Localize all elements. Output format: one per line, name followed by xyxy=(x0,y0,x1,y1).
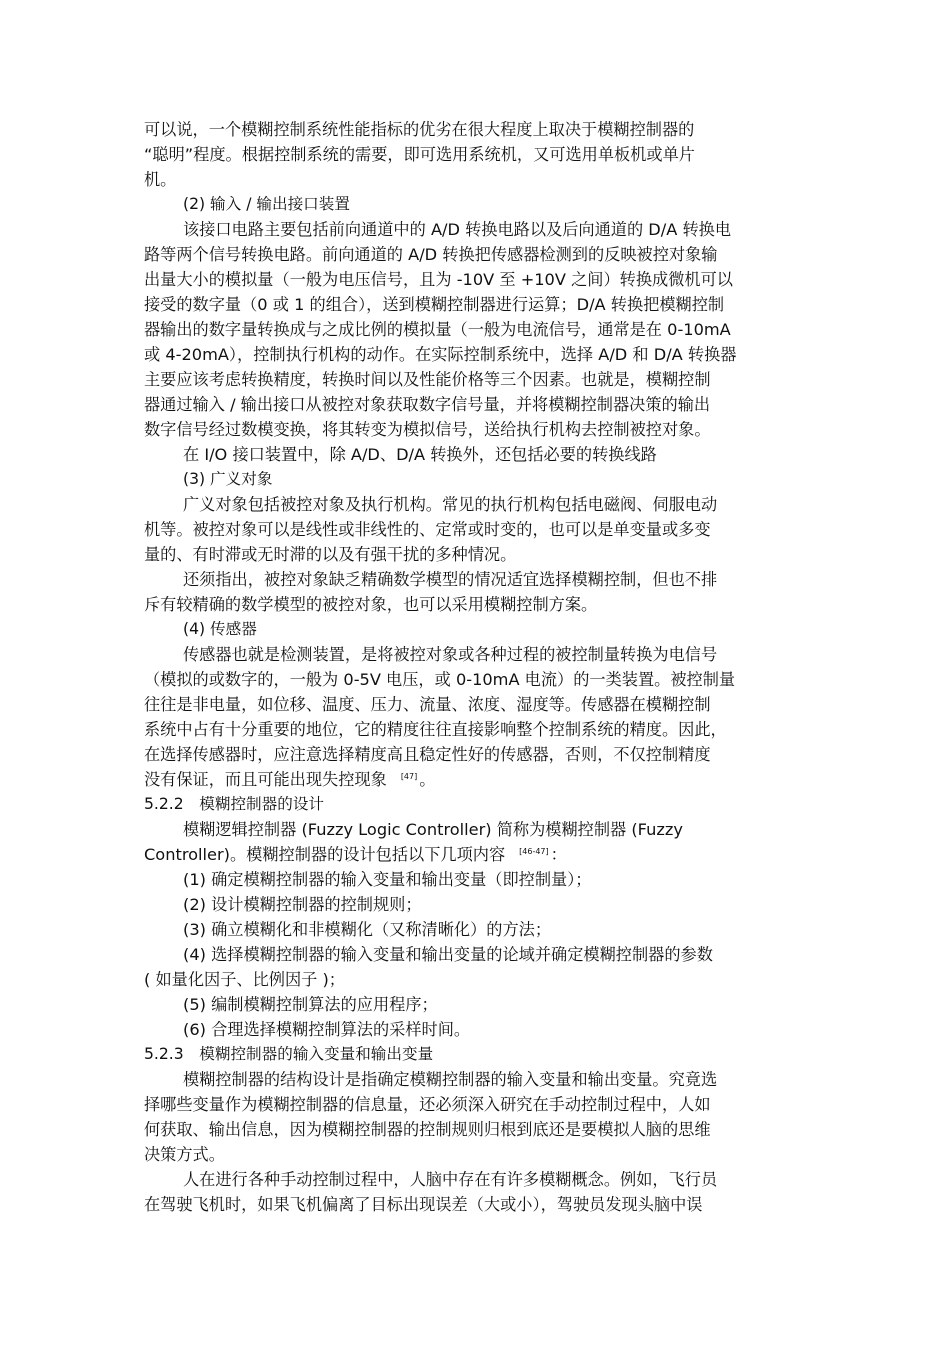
text-line: 器输出的数字量转换成与之成比例的模拟量（一般为电流信号，通常是在 0-10mA xyxy=(144,320,731,339)
text-line: 可以说，一个模糊控制系统性能指标的优劣在很大程度上取决于模糊控制器的 xyxy=(144,120,695,139)
text-line: 系统中占有十分重要的地位，它的精度往往直接影响整个控制系统的精度。因此， xyxy=(144,720,727,739)
text-content: 。 xyxy=(419,770,436,789)
text-line: 机等。被控对象可以是线性或非线性的、定常或时变的，也可以是单变量或多变 xyxy=(144,520,711,539)
text-line: 数字信号经过数模变换，将其转变为模拟信号，送给执行机构去控制被控对象。 xyxy=(144,420,711,439)
subsection-heading: (2) 输入 / 输出接口装置 xyxy=(183,195,350,213)
section-heading: 5.2.2 模糊控制器的设计 xyxy=(144,795,325,813)
list-item: (5) 编制模糊控制算法的应用程序； xyxy=(183,995,438,1014)
list-item: (6) 合理选择模糊控制算法的采样时间。 xyxy=(183,1020,471,1039)
subsection-heading: (3) 广义对象 xyxy=(183,470,273,488)
list-item: (4) 选择模糊控制器的输入变量和输出变量的论域并确定模糊控制器的参数 xyxy=(183,945,713,964)
text-line: 广义对象包括被控对象及执行机构。常见的执行机构包括电磁阀、伺服电动 xyxy=(183,495,718,514)
text-line: （模拟的或数字的，一般为 0-5V 电压，或 0-10mA 电流）的一类装置。被控制量 xyxy=(144,670,736,689)
text-line xyxy=(144,842,567,867)
text-line: 还须指出，被控对象缺乏精确数学模型的情况适宜选择模糊控制，但也不排 xyxy=(183,570,718,589)
text-line: 路等两个信号转换电路。前向通道的 A/D 转换把传感器检测到的反映被控对象输 xyxy=(144,245,718,264)
text-line: 接受的数字量（0 或 1 的组合），送到模糊控制器进行运算；D/A 转换把模糊控制 xyxy=(144,295,725,314)
text-line: 该接口电路主要包括前向通道中的 A/D 转换电路以及后向通道的 D/A 转换电 xyxy=(183,220,732,239)
text-content: ： xyxy=(550,845,567,864)
text-line: 决策方式。 xyxy=(144,1145,225,1164)
text-line: 在 I/O 接口装置中，除 A/D、D/A 转换外，还包括必要的转换线路 xyxy=(183,445,657,464)
text-line: 往往是非电量，如位移、温度、压力、流量、浓度、湿度等。传感器在模糊控制 xyxy=(144,695,711,714)
text-line: 人在进行各种手动控制过程中，人脑中存在有许多模糊概念。例如，飞行员 xyxy=(183,1170,718,1189)
list-item: (3) 确立模糊化和非模糊化（又称清晰化）的方法； xyxy=(183,920,552,939)
text-line: 何获取、输出信息，因为模糊控制器的控制规则归根到底还是要模拟人脑的思维 xyxy=(144,1120,711,1139)
subsection-heading: (4) 传感器 xyxy=(183,620,257,638)
section-heading: 5.2.3 模糊控制器的输入变量和输出变量 xyxy=(144,1045,434,1063)
text-content: Controller)。模糊控制器的设计包括以下几项内容 xyxy=(144,845,506,864)
list-item-continuation: ( 如量化因子、比例因子 )； xyxy=(144,970,345,989)
text-content: 没有保证，而且可能出现失控现象 xyxy=(144,770,387,789)
list-item: (2) 设计模糊控制器的控制规则； xyxy=(183,895,422,914)
text-line: 传感器也就是检测装置，是将被控对象或各种过程的被控制量转换为电信号 xyxy=(183,645,718,664)
text-line: 斥有较精确的数学模型的被控对象，也可以采用模糊控制方案。 xyxy=(144,595,598,614)
text-line: 模糊控制器的结构设计是指确定模糊控制器的输入变量和输出变量。究竟选 xyxy=(183,1070,718,1089)
text-line: 在选择传感器时，应注意选择精度高且稳定性好的传感器，否则，不仅控制精度 xyxy=(144,745,711,764)
text-line: 出量大小的模拟量（一般为电压信号，且为 -10V 至 +10V 之间）转换成微机可以 xyxy=(144,270,733,289)
text-line: 量的、有时滞或无时滞的以及有强干扰的多种情况。 xyxy=(144,545,517,564)
text-line: 在驾驶飞机时，如果飞机偏离了目标出现误差（大或小），驾驶员发现头脑中误 xyxy=(144,1195,703,1214)
text-line: 机。 xyxy=(144,170,177,189)
text-line xyxy=(144,767,435,792)
citation-ref: [47] xyxy=(400,771,418,781)
text-line: 模糊逻辑控制器 (Fuzzy Logic Controller) 简称为模糊控制器 (Fuzzy xyxy=(183,820,683,839)
text-line: 或 4-20mA），控制执行机构的动作。在实际控制系统中，选择 A/D 和 D/A 转换器 xyxy=(144,345,737,364)
citation-ref: [46-47] xyxy=(519,846,549,856)
text-line: “聪明”程度。根据控制系统的需要，即可选用系统机，又可选用单板机或单片 xyxy=(144,145,695,164)
text-line: 器通过输入 / 输出接口从被控对象获取数字信号量，并将模糊控制器决策的输出 xyxy=(144,395,711,414)
text-line: 主要应该考虑转换精度，转换时间以及性能价格等三个因素。也就是，模糊控制 xyxy=(144,370,711,389)
text-line: 择哪些变量作为模糊控制器的信息量，还必须深入研究在手动控制过程中，人如 xyxy=(144,1095,711,1114)
list-item: (1) 确定模糊控制器的输入变量和输出变量（即控制量）； xyxy=(183,870,592,889)
